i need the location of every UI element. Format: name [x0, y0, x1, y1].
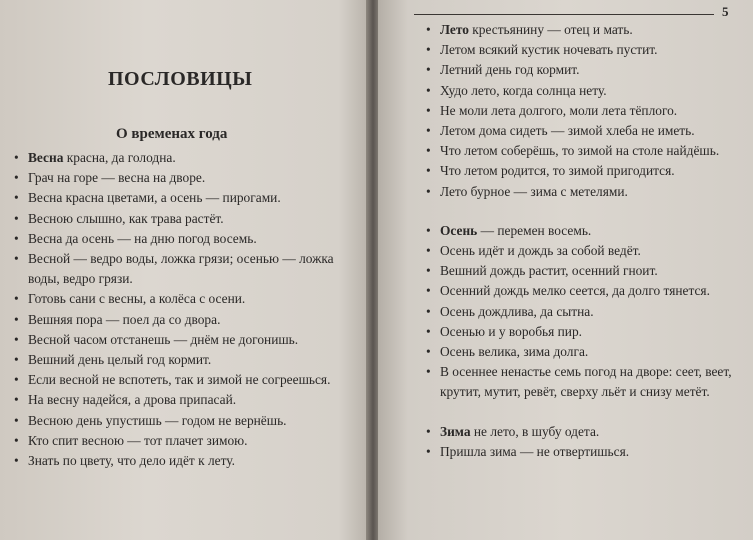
proverb-item: [424, 281, 742, 301]
proverb-item: [424, 322, 742, 342]
proverb-item: [12, 188, 354, 208]
proverb-list-spring: [12, 148, 354, 471]
proverb-text: Что летом родится, то зимой пригодится.: [440, 163, 675, 179]
proverb-item: [12, 168, 354, 188]
proverb-item: [12, 148, 354, 168]
proverb-text: Осенний дождь мелко сеется, да долго тянется.: [440, 283, 710, 299]
proverb-text: Вешний день целый год кормит.: [28, 352, 212, 368]
proverb-text: Если весной не вспотеть, так и зимой не согреешься.: [28, 372, 331, 388]
proverb-text: Лето бурное — зима с метелями.: [440, 183, 628, 199]
proverb-text: Весною день упустишь — годом не вернёшь.: [28, 412, 287, 428]
proverb-text: В осеннее ненастье семь погод на дворе: сеет, веет, крутит, мутит, ревёт, сверху льёт и снизу метёт.: [440, 364, 732, 400]
proverb-text: Весна да осень — на дню погод восемь.: [28, 230, 257, 246]
proverb-item: [12, 350, 354, 370]
proverb-item: [12, 249, 354, 289]
proverb-keyword: Лето: [440, 22, 469, 37]
proverb-text: красна, да голодна.: [63, 150, 176, 165]
proverb-text: Осень велика, зима долга.: [440, 344, 589, 360]
proverb-list-summer-autumn-winter: [424, 20, 742, 462]
proverb-text: Весна красна цветами, а осень — пирогами.: [28, 190, 281, 206]
proverb-item: [12, 330, 354, 350]
proverb-item: [424, 261, 742, 281]
proverb-text: Кто спит весною — тот плачет зимою.: [28, 432, 248, 448]
proverb-keyword: Весна: [28, 150, 64, 165]
proverb-text: не лето, в шубу одета.: [470, 423, 600, 439]
proverb-item: [12, 390, 354, 410]
page-heading: ПОСЛОВИЦЫ: [108, 68, 253, 90]
header-rule: [414, 14, 714, 15]
proverb-item: [424, 422, 742, 442]
proverb-text: — перемен восемь.: [477, 222, 592, 238]
proverb-item: [424, 221, 742, 241]
proverb-text: Готовь сани с весны, а колёса с осени.: [28, 291, 246, 307]
proverb-text: Весной часом отстанешь — днём не догонишь.: [28, 331, 299, 347]
proverb-item: [424, 362, 742, 402]
proverb-text: Грач на горе — весна на дворе.: [28, 170, 206, 186]
proverb-text: Не моли лета долгого, моли лета тёплого.: [440, 102, 678, 118]
page-number: 5: [722, 4, 729, 19]
proverb-item: [424, 121, 742, 141]
proverb-item: [12, 310, 354, 330]
proverb-item: [424, 182, 742, 202]
proverb-keyword: Осень: [440, 222, 478, 238]
proverb-item: [424, 40, 742, 60]
proverb-item: [424, 241, 742, 261]
proverb-item: [12, 370, 354, 390]
proverb-item: [424, 342, 742, 362]
proverb-text: Вешний дождь растит, осенний гноит.: [440, 263, 658, 279]
left-page: [0, 0, 368, 540]
proverb-text: На весну надейся, а дрова припасай.: [28, 392, 237, 408]
proverb-keyword: Зима: [440, 423, 471, 439]
proverb-text: Худо лето, когда солнца нету.: [440, 82, 607, 98]
proverb-text: Пришла зима — не отвертишься.: [440, 443, 630, 459]
proverb-item: [424, 302, 742, 322]
proverb-item: [424, 20, 742, 40]
proverb-item: [424, 442, 742, 462]
proverb-text: Знать по цвету, что дело идёт к лету.: [28, 453, 235, 469]
proverb-item: [12, 411, 354, 431]
proverb-text: Летний день год кормит.: [440, 62, 580, 78]
proverb-item: [12, 229, 354, 249]
proverb-text: Вешняя пора — поел да со двора.: [28, 311, 221, 327]
proverb-item: [424, 101, 742, 121]
proverb-text: Что летом соберёшь, то зимой на столе найдёшь.: [440, 143, 720, 159]
proverb-text: Летом дома сидеть — зимой хлеба не иметь.: [440, 123, 695, 139]
proverb-item: [12, 289, 354, 309]
proverb-text: Весной — ведро воды, ложка грязи; осенью — ложка воды, ведро грязи.: [28, 251, 334, 287]
proverb-text: Весною слышно, как трава растёт.: [28, 210, 224, 226]
proverb-text: крестьянину — отец и мать.: [468, 22, 633, 37]
proverb-item: [424, 81, 742, 101]
proverb-item: [12, 209, 354, 229]
proverb-text: Осень идёт и дождь за собой ведёт.: [440, 243, 641, 259]
proverb-item: [12, 451, 354, 471]
proverb-item: [424, 60, 742, 80]
proverb-item: [424, 161, 742, 181]
proverb-item: [12, 431, 354, 451]
proverb-text: Осенью и у воробья пир.: [440, 323, 583, 339]
proverb-item: [424, 141, 742, 161]
proverb-text: Осень дождлива, да сытна.: [440, 303, 594, 319]
proverb-text: Летом всякий кустик ночевать пустит.: [440, 42, 658, 58]
section-subheading: О временах года: [116, 126, 228, 142]
